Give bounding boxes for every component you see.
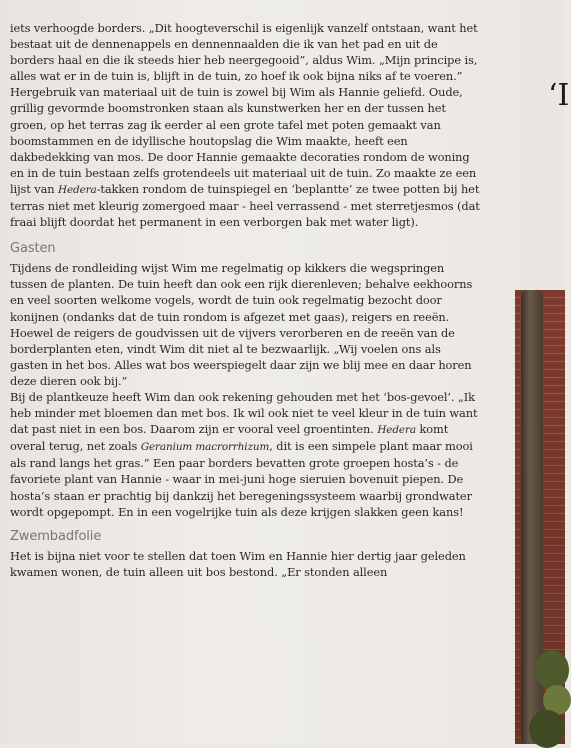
paragraph-plantkeuze-text-3: , dit is een simpele plant maar mooi als rand langs het gras.” Een paar borders bevatten grote groepen hosta’s - de favoriete plant van Hannie - waar in mei-juni hoge sieruien bovenuit piepen. De hosta’s staan er prachtig bij dankzij het beregeningssysteem waarbij grondwater wordt opgepompt. En in een vogelrijke tuin als deze krijgen slakken geen kans!: [10, 439, 473, 519]
section-heading-gasten: Gasten: [10, 241, 56, 257]
foliage: [529, 710, 565, 748]
paragraph-dierenleven: Tijdens de rondleiding wijst Wim me regelmatig op kikkers die wegspringen tussen de planten. De tuin heeft dan ook een rijk dierenleven; behalve eekhoorns en veel soorten welkome vogels, wordt de tuin ook regelmatig bezocht door konijnen (ondanks dat de tuin rondom is afgezet met gaas), reigers en reeën. Hoewel de reigers de goudvissen uit de vijvers verorberen en de reeën van de borderplanten eten, vindt Wim dit niet al te bezwaarlijk. „Wij voelen ons als gasten in het bos. Alles wat bos weerspiegelt daar zijn we blij mee en daar horen deze dieren ook bij.”: [10, 261, 473, 388]
article-column: [10, 20, 480, 580]
paragraph-plantkeuze: [10, 389, 480, 520]
hedera-italic: Hedera: [58, 183, 97, 196]
geranium-italic: Geranium macrorrhizum: [140, 441, 270, 454]
paragraph-hergebruik-text-2: -takken rondom de tuinspiegel en ‘beplantte’ ze twee potten bij het terras niet met kleurig zomergoed maar - heel verrassend - met sterretjesmos (dat fraai blijft doordat het permanent in een verborgen bak met water ligt).: [10, 181, 480, 230]
garden-photo: [515, 290, 565, 744]
paragraph-hergebruik-text-1: Hergebruik van materiaal uit de tuin is zowel bij Wim als Hannie geliefd. Oude, grillig gevormde boomstronken staan als kunstwerken her en der tussen het groen, op het terras zag ik eerder al een grote tafel met poten gemaakt van boomstammen en de idyllische houtopslag die Wim maakte, heeft een dakbedekking van mos. De door Hannie gemaakte decoraties rondom de woning en in de tuin bestaan zelfs grotendeels uit materiaal uit de tuin. Zo maakte ze een lijst van: [10, 85, 477, 196]
pull-quote-mark: ‘I: [548, 78, 570, 113]
section-heading-zwembadfolie: Zwembadfolie: [10, 528, 102, 544]
paragraph-borders: iets verhoogde borders. „Dit hoogteverschil is eigenlijk vanzelf ontstaan, want het bestaat uit de dennenappels en dennennaalden die ik van het pad en uit de borders haal en die ik steeds hier heb neergegooid”, aldus Wim. „Mijn principe is, alles wat er in de tuin is, blijft in de tuin, zo hoef ik ook bijna niks af te voeren.”: [10, 21, 478, 84]
paragraph-plantkeuze-text-1: Bij de plantkeuze heeft Wim dan ook rekening gehouden met het ‘bos-gevoel’. „Ik heb minder met bloemen dan met bos. Ik wil ook niet te veel kleur in de tuin want dat past niet in een bos. Daarom zijn er vooral veel groentinten.: [10, 389, 478, 437]
paragraph-hergebruik: [10, 84, 480, 230]
paragraph-zwembadfolie: Het is bijna niet voor te stellen dat toen Wim en Hannie hier dertig jaar geleden kwamen wonen, de tuin alleen uit bos bestond. „Er stonden alleen: [10, 548, 466, 579]
hedera-italic-2: Hedera: [377, 424, 416, 437]
foliage: [535, 650, 569, 690]
paragraph-plantkeuze-text-2: komt overal terug, net zoals: [10, 422, 449, 454]
